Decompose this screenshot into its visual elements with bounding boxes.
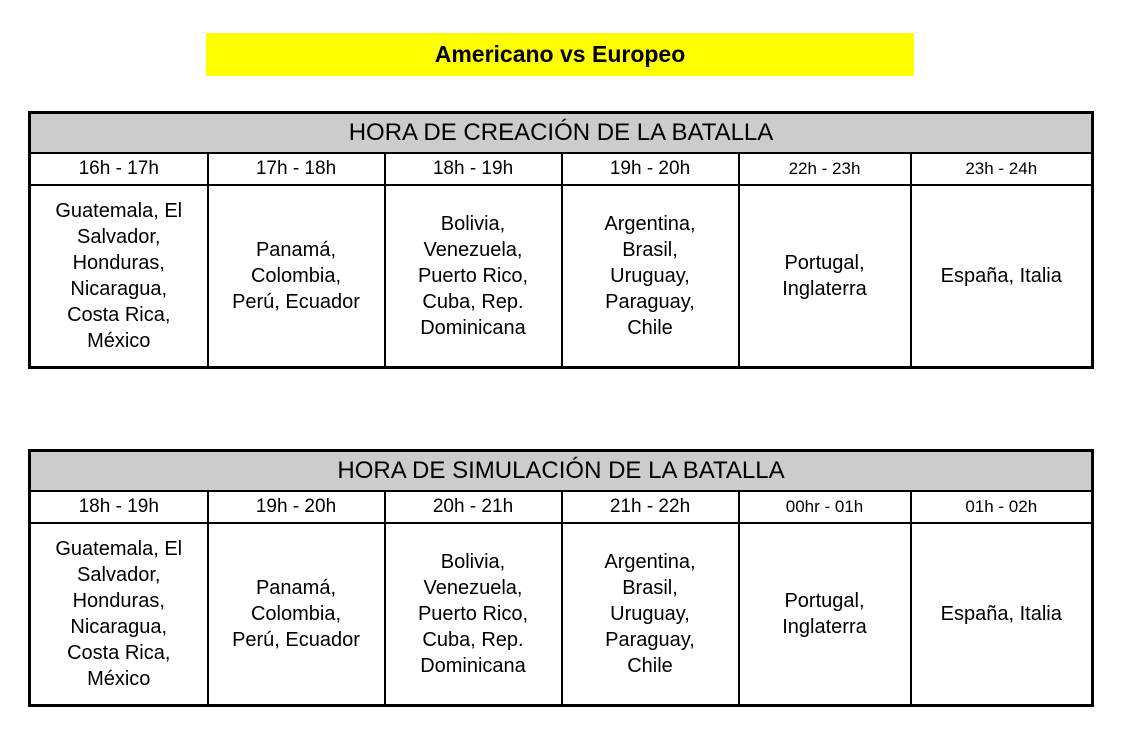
creation-time-table bbox=[28, 111, 1094, 369]
time-slot-cell: 23h - 24h bbox=[911, 153, 1093, 185]
countries-cell: Bolivia, Venezuela, Puerto Rico, Cuba, Rep. Dominicana bbox=[385, 523, 562, 706]
countries-cell: Guatemala, El Salvador, Honduras, Nicaragua, Costa Rica, México bbox=[30, 185, 208, 368]
countries-cell: Argentina, Brasil, Uruguay, Paraguay, Chile bbox=[562, 185, 739, 368]
time-slot-cell: 22h - 23h bbox=[739, 153, 911, 185]
countries-cell: Panamá, Colombia, Perú, Ecuador bbox=[208, 523, 385, 706]
time-slot-cell: 20h - 21h bbox=[385, 491, 562, 523]
countries-cell: Portugal, Inglaterra bbox=[739, 523, 911, 706]
time-slot-cell: 21h - 22h bbox=[562, 491, 739, 523]
countries-cell: Bolivia, Venezuela, Puerto Rico, Cuba, Rep. Dominicana bbox=[385, 185, 562, 368]
countries-cell: España, Italia bbox=[911, 523, 1093, 706]
time-slot-cell: 19h - 20h bbox=[562, 153, 739, 185]
countries-row bbox=[30, 523, 1093, 706]
simulation-time-table bbox=[28, 449, 1094, 707]
countries-row bbox=[30, 185, 1093, 368]
table-title: HORA DE CREACIÓN DE LA BATALLA bbox=[30, 113, 1093, 154]
time-slot-cell: 18h - 19h bbox=[30, 491, 208, 523]
countries-cell: Argentina, Brasil, Uruguay, Paraguay, Chile bbox=[562, 523, 739, 706]
table-title: HORA DE SIMULACIÓN DE LA BATALLA bbox=[30, 451, 1093, 492]
countries-cell: Guatemala, El Salvador, Honduras, Nicaragua, Costa Rica, México bbox=[30, 523, 208, 706]
time-slot-cell: 18h - 19h bbox=[385, 153, 562, 185]
time-slot-row bbox=[30, 153, 1093, 185]
time-slot-cell: 17h - 18h bbox=[208, 153, 385, 185]
time-slot-row bbox=[30, 491, 1093, 523]
countries-cell: España, Italia bbox=[911, 185, 1093, 368]
countries-cell: Portugal, Inglaterra bbox=[739, 185, 911, 368]
banner-title: Americano vs Europeo bbox=[206, 33, 914, 76]
countries-cell: Panamá, Colombia, Perú, Ecuador bbox=[208, 185, 385, 368]
time-slot-cell: 19h - 20h bbox=[208, 491, 385, 523]
time-slot-cell: 00hr - 01h bbox=[739, 491, 911, 523]
time-slot-cell: 16h - 17h bbox=[30, 153, 208, 185]
time-slot-cell: 01h - 02h bbox=[911, 491, 1093, 523]
